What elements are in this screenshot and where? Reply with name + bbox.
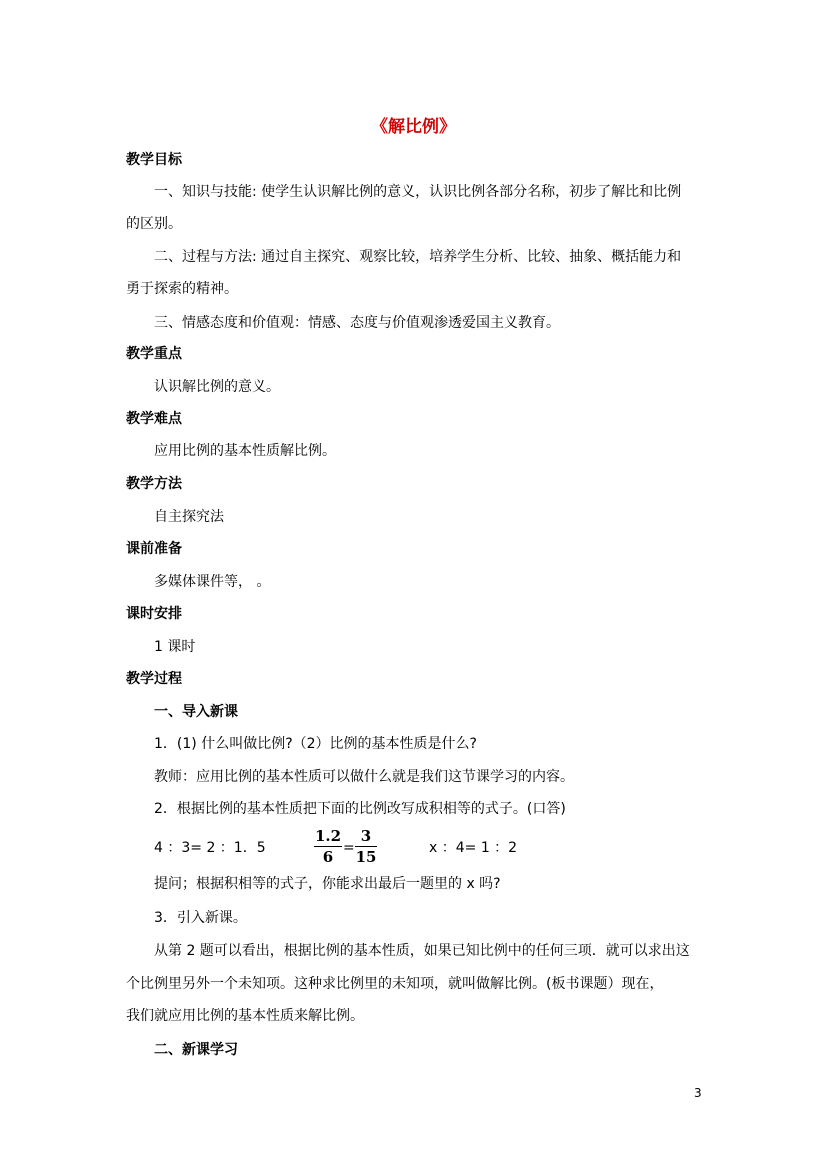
question-2: 2．根据比例的基本性质把下面的比例改写成积相等的式子。(口答) (154, 801, 566, 817)
key-text: 认识解比例的意义。 (154, 379, 280, 395)
fraction-2-bar (355, 846, 377, 847)
part1-heading: 一、导入新课 (154, 704, 238, 720)
goals-heading: 教学目标 (126, 152, 182, 168)
part2-heading: 二、新课学习 (154, 1042, 238, 1058)
goal-knowledge-line2: 的区别。 (126, 216, 182, 232)
page-number: 3 (694, 1086, 702, 1100)
prep-heading: 课前准备 (126, 541, 182, 557)
goal-process-line2: 勇于探索的精神。 (126, 281, 238, 297)
fraction-1-numerator: 1.2 (314, 827, 342, 845)
fraction-1 (314, 827, 342, 866)
schedule-heading: 课时安排 (126, 606, 182, 622)
paragraph-line2: 个比例里另外一个未知项。这种求比例里的未知项，就叫做解比例。(板书课题）现在， (126, 976, 664, 992)
ask-line: 提问；根据积相等的式子，你能求出最后一题里的 x 吗? (154, 876, 501, 892)
document-title: 《解比例》 (371, 117, 456, 137)
question-1: 1．(1) 什么叫做比例?（2）比例的基本性质是什么? (154, 736, 477, 752)
paragraph-line1: 从第 2 题可以看出，根据比例的基本性质，如果已知比例中的任何三项．就可以求出这 (154, 943, 690, 959)
fraction-1-denominator: 6 (322, 848, 334, 866)
equation-3: x ：4= 1 ：2 (429, 840, 518, 856)
method-text: 自主探究法 (154, 509, 224, 525)
key-heading: 教学重点 (126, 346, 182, 362)
equation-1: 4 ：3= 2 ：1．5 (154, 840, 266, 856)
fraction-equals: = (343, 840, 355, 856)
question-3: 3．引入新课。 (154, 910, 247, 926)
method-heading: 教学方法 (126, 476, 182, 492)
paragraph-line3: 我们就应用比例的基本性质来解比例。 (126, 1008, 364, 1024)
goal-process-line1: 二、过程与方法: 通过自主探究、观察比较，培养学生分析、比较、抽象、概括能力和 (154, 249, 682, 265)
schedule-text: 1 课时 (154, 639, 196, 655)
teacher-line: 教师：应用比例的基本性质可以做什么就是我们这节课学习的内容。 (154, 769, 574, 785)
goal-emotion: 三、情感态度和价值观：情感、态度与价值观渗透爱国主义教育。 (154, 315, 560, 331)
goal-knowledge-line1: 一、知识与技能: 使学生认识解比例的意义，认识比例各部分名称，初步了解比和比例 (154, 184, 682, 200)
difficulty-text: 应用比例的基本性质解比例。 (154, 443, 336, 459)
prep-text: 多媒体课件等， 。 (154, 574, 271, 590)
difficulty-heading: 教学难点 (126, 411, 182, 427)
fraction-2-denominator: 15 (355, 848, 377, 866)
fraction-2 (355, 827, 377, 866)
fraction-1-bar (314, 846, 342, 847)
fraction-2-numerator: 3 (360, 827, 372, 845)
process-heading: 教学过程 (126, 671, 182, 687)
